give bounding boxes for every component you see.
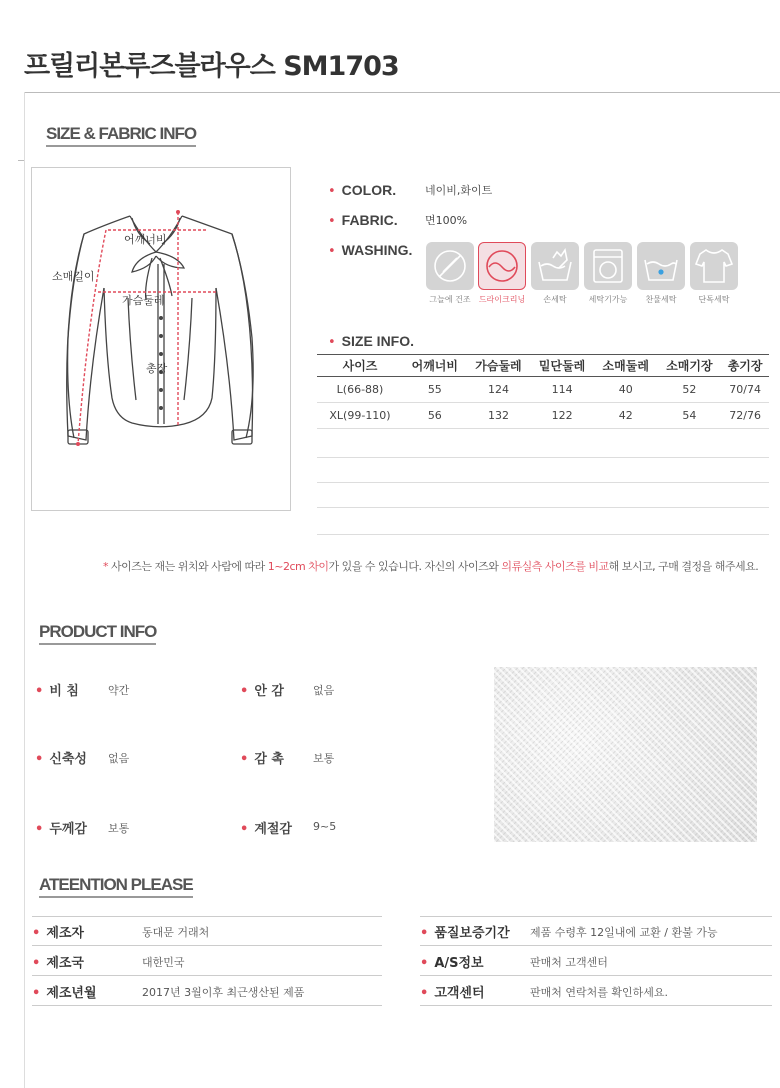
attention-label: • 고객센터 xyxy=(420,986,485,1001)
table-cell: 132 xyxy=(467,403,531,429)
size-table xyxy=(317,354,769,429)
bullet-icon: • xyxy=(35,684,44,699)
product-info-label: • 두께감 xyxy=(35,822,87,837)
attention-label: • 제조년월 xyxy=(32,986,97,1001)
note-text: 가 있을 수 있습니다. 자신의 사이즈와 xyxy=(328,560,502,573)
product-info-value: 약간 xyxy=(108,684,130,697)
bullet-icon: • xyxy=(420,926,429,941)
table-empty-row xyxy=(317,482,769,483)
bullet-icon: • xyxy=(240,822,249,837)
fabric-value: 면100% xyxy=(425,214,468,227)
table-cell: 114 xyxy=(530,377,594,403)
product-info-label: • 신축성 xyxy=(35,752,87,767)
attention-row xyxy=(32,976,382,1006)
size-table-header xyxy=(317,355,769,377)
cold-wash-icon xyxy=(637,242,685,290)
attention-label: • A/S정보 xyxy=(420,956,484,971)
product-info-value: 없음 xyxy=(313,684,335,697)
table-cell: 54 xyxy=(658,403,722,429)
bullet-icon: • xyxy=(328,214,336,229)
attention-value: 2017년 3월이후 최근생산된 제품 xyxy=(142,986,305,999)
wash-caption-5: 찬물세탁 xyxy=(645,295,677,304)
bullet-icon: • xyxy=(35,822,44,837)
size-info-label: SIZE INFO. xyxy=(341,333,415,349)
bullet-icon: • xyxy=(240,684,249,699)
note-star: * xyxy=(103,560,108,573)
attention-label: • 제조국 xyxy=(32,956,84,971)
hand-wash-icon xyxy=(531,242,579,290)
note-text: 사이즈는 재는 위치와 사람에 따라 xyxy=(108,560,268,573)
note-highlight: 1~2cm 차이 xyxy=(267,560,329,573)
size-col-header: 소매기장 xyxy=(658,355,722,377)
bullet-icon: • xyxy=(420,956,429,971)
table-cell: 42 xyxy=(594,403,658,429)
attention-row xyxy=(420,946,772,976)
attention-label: • 품질보증기간 xyxy=(420,926,510,941)
wash-caption-4: 세탁기가능 xyxy=(588,295,628,304)
table-row xyxy=(317,377,769,403)
wash-caption-1: 그늘에 건조 xyxy=(429,295,471,304)
color-row xyxy=(328,180,396,199)
product-info-label: • 계절감 xyxy=(240,822,292,837)
table-cell: XL(99-110) xyxy=(317,403,403,429)
tumble-dry-shade-icon xyxy=(426,242,474,290)
size-info-row xyxy=(328,331,414,350)
wash-caption-3: 손세탁 xyxy=(543,295,567,304)
page-title: 프릴리본루즈블라우스 SM1703 xyxy=(24,51,399,82)
table-empty-row xyxy=(317,534,769,535)
size-col-header: 밑단둘레 xyxy=(530,355,594,377)
attention-value: 판매처 고객센터 xyxy=(530,956,608,969)
table-cell: 56 xyxy=(403,403,467,429)
attention-value: 동대문 거래처 xyxy=(142,926,210,939)
wash-caption-2: 드라이크리닝 xyxy=(478,295,526,304)
bullet-icon: • xyxy=(35,752,44,767)
attention-row xyxy=(32,916,382,946)
attention-value: 대한민국 xyxy=(142,956,185,969)
separate-wash-icon xyxy=(690,242,738,290)
attention-heading: ATEENTION PLEASE xyxy=(39,875,193,898)
washing-row xyxy=(328,240,412,259)
note-text: 해 보시고, 구매 결정을 해주세요. xyxy=(608,560,759,573)
table-cell: 40 xyxy=(594,377,658,403)
bullet-icon: • xyxy=(328,335,336,350)
left-tick xyxy=(18,160,24,161)
blouse-diagram xyxy=(31,167,291,511)
size-col-header: 소매둘레 xyxy=(594,355,658,377)
left-border xyxy=(24,92,25,1088)
bullet-icon: • xyxy=(32,956,41,971)
bullet-icon: • xyxy=(240,752,249,767)
attention-label: • 제조자 xyxy=(32,926,84,941)
bullet-icon: • xyxy=(328,244,336,259)
table-cell: 70/74 xyxy=(721,377,769,403)
diagram-label-shoulder: 어깨너비 xyxy=(124,233,167,246)
attention-row xyxy=(420,976,772,1006)
table-cell: 122 xyxy=(530,403,594,429)
product-info-heading: PRODUCT INFO xyxy=(39,622,156,645)
bullet-icon: • xyxy=(32,986,41,1001)
fabric-row xyxy=(328,210,398,229)
size-col-header: 어깨너비 xyxy=(403,355,467,377)
washing-label: WASHING. xyxy=(341,242,413,258)
table-row xyxy=(317,403,769,429)
attention-row xyxy=(32,946,382,976)
product-info-value: 보통 xyxy=(108,822,130,835)
attention-row xyxy=(420,916,772,946)
wash-caption-6: 단독세탁 xyxy=(698,295,730,304)
table-empty-row xyxy=(317,457,769,458)
table-cell: 72/76 xyxy=(721,403,769,429)
diagram-label-length: 총장 xyxy=(146,362,168,375)
color-value: 네이비,화이트 xyxy=(425,184,493,197)
blouse-illustration xyxy=(32,168,290,510)
size-col-header: 사이즈 xyxy=(317,355,403,377)
title-divider xyxy=(24,92,780,93)
fabric-label: FABRIC. xyxy=(341,212,398,228)
table-cell: 52 xyxy=(658,377,722,403)
table-cell: L(66-88) xyxy=(317,377,403,403)
table-cell: 55 xyxy=(403,377,467,403)
dry-clean-icon xyxy=(478,242,526,290)
note-highlight: 의류실측 사이즈를 비교 xyxy=(501,560,609,573)
diagram-label-chest: 가슴둘레 xyxy=(122,294,165,307)
bullet-icon: • xyxy=(32,926,41,941)
size-col-header: 총기장 xyxy=(721,355,769,377)
diagram-label-sleeve: 소매길이 xyxy=(52,270,95,283)
fabric-swatch-image xyxy=(494,667,757,842)
product-info-label: • 비 침 xyxy=(35,684,79,699)
size-col-header: 가슴둘레 xyxy=(467,355,531,377)
attention-value: 제품 수령후 12일내에 교환 / 환불 가능 xyxy=(530,926,718,939)
product-info-value: 9~5 xyxy=(313,820,337,833)
size-fabric-heading: SIZE & FABRIC INFO xyxy=(46,124,196,147)
product-info-label: • 안 감 xyxy=(240,684,284,699)
bullet-icon: • xyxy=(420,986,429,1001)
attention-value: 판매처 연락처를 확인하세요. xyxy=(530,986,669,999)
bullet-icon: • xyxy=(328,184,336,199)
product-info-label: • 감 촉 xyxy=(240,752,284,767)
washing-machine-icon xyxy=(584,242,632,290)
table-cell: 124 xyxy=(467,377,531,403)
product-info-value: 없음 xyxy=(108,752,130,765)
color-label: COLOR. xyxy=(341,182,397,198)
table-empty-row xyxy=(317,507,769,508)
size-note xyxy=(103,558,758,574)
product-info-value: 보통 xyxy=(313,752,335,765)
